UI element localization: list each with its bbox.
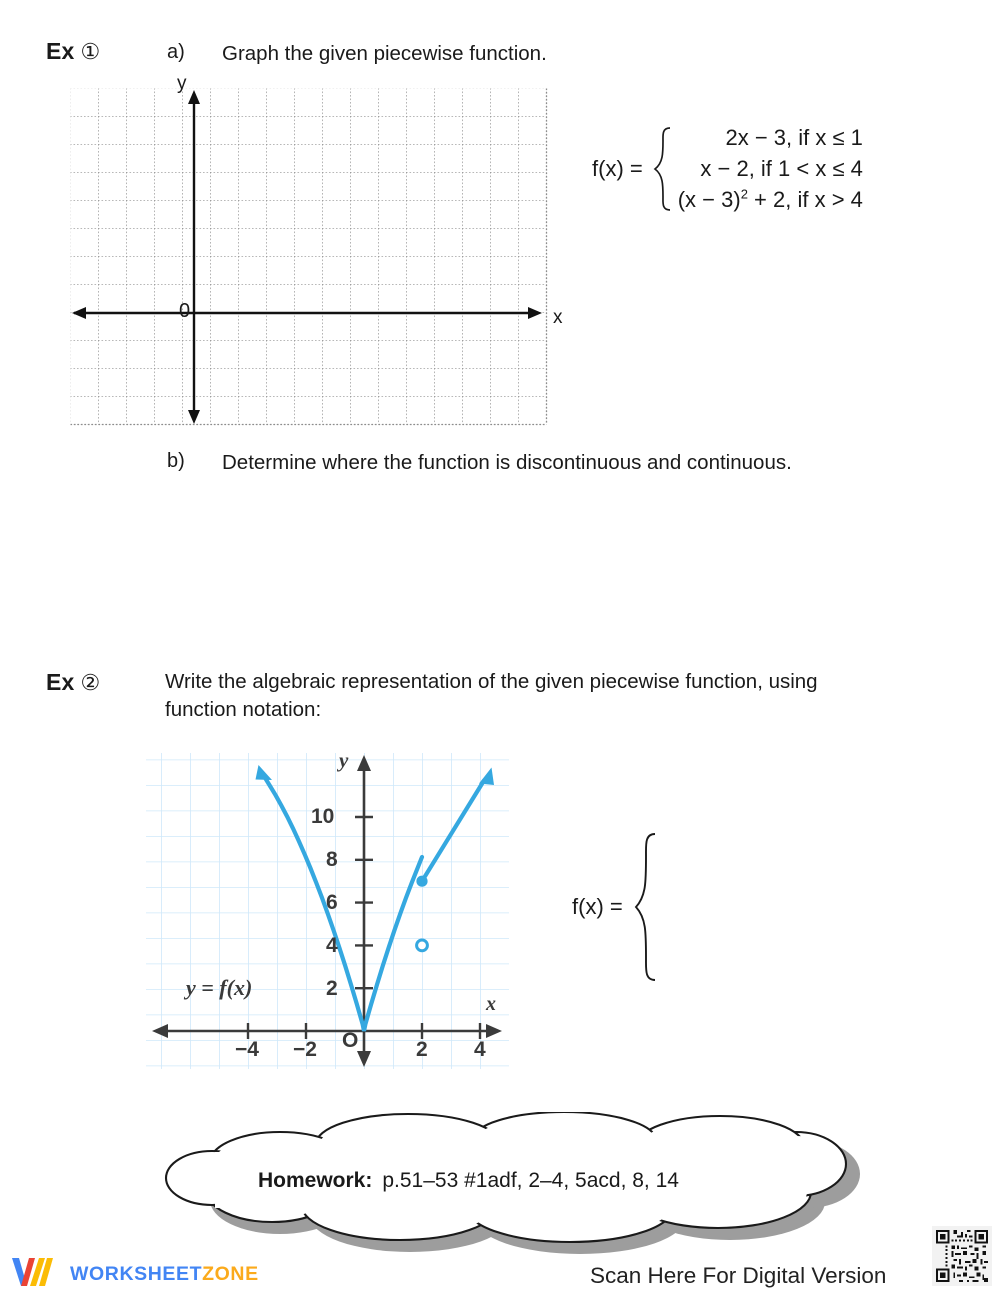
homework-label: Homework: xyxy=(258,1169,373,1192)
exercise2-brace xyxy=(633,832,659,982)
exercise1-case-2: x − 2, if 1 < x ≤ 4 xyxy=(700,156,863,182)
graph2-ytick-6: 6 xyxy=(326,891,338,914)
blank-grid-svg xyxy=(70,88,548,428)
graph2-y-axis-label: y xyxy=(339,748,349,772)
logo-word-zone: ZONE xyxy=(202,1263,259,1285)
graph2-closed-circle-point xyxy=(416,876,427,887)
exercise2-prompt-line2: function notation: xyxy=(165,697,322,721)
graph2-ytick-10: 10 xyxy=(311,805,335,828)
exercise1-case-3-pre: (x − 3) xyxy=(677,187,741,213)
exercise1-part-a-text: Graph the given piecewise function. xyxy=(222,42,547,65)
graph2-ytick-2: 2 xyxy=(326,977,338,1000)
exercise1-part-b-letter: b) xyxy=(167,450,185,472)
exercise1-number: ① xyxy=(80,39,101,64)
graph2-curve-label: y = f(x) xyxy=(186,975,253,1000)
grid-y-axis-label: y xyxy=(177,73,187,94)
exercise2-ex-word: Ex xyxy=(46,669,75,695)
exercise1-case-3-post: + 2, if x > 4 xyxy=(747,187,863,213)
exercise1-cases xyxy=(678,122,863,216)
exercise1-case-1: 2x − 3, if x ≤ 1 xyxy=(725,125,863,150)
exercise1-case-3 xyxy=(678,184,863,215)
exercise2-prompt-line1: Write the algebraic representation of the given piecewise function, using xyxy=(165,670,818,693)
scan-instruction-text: Scan Here For Digital Version xyxy=(590,1263,887,1288)
exercise1-piecewise-definition xyxy=(592,122,863,216)
exercise1-case-3-exponent: 2 xyxy=(740,187,748,203)
homework-value: p.51–53 #1adf, 2–4, 5acd, 8, 14 xyxy=(382,1169,679,1192)
exercise2-fx-label: f(x) = xyxy=(572,894,623,919)
graph2-ytick-4: 4 xyxy=(326,934,338,957)
grid-lines xyxy=(71,89,547,425)
worksheetzone-logo-text xyxy=(70,1263,259,1286)
qr-code[interactable] xyxy=(932,1226,992,1286)
exercise1-part-b-text: Determine where the function is discontinuous and continuous. xyxy=(222,451,792,474)
exercise1-part-a-letter: a) xyxy=(167,41,185,63)
exercise1-label xyxy=(46,38,100,65)
qr-code-svg xyxy=(934,1228,990,1284)
exercise2-label xyxy=(46,669,100,696)
grid-origin-label: 0 xyxy=(179,300,191,322)
exercise1-blank-grid[interactable] xyxy=(70,73,563,428)
graph2-x-axis-label: x xyxy=(486,993,496,1015)
graph2-ytick-8: 8 xyxy=(326,848,338,871)
worksheetzone-logo[interactable] xyxy=(8,1255,259,1294)
worksheetzone-logo-mark xyxy=(8,1255,60,1294)
graph2-xtick-minus2: −2 xyxy=(293,1038,317,1061)
exercise1-ex-word: Ex xyxy=(46,38,75,64)
graph2-xtick-4: 4 xyxy=(474,1038,486,1061)
graph2-open-circle-point xyxy=(417,940,428,951)
exercise2-prompt xyxy=(165,668,925,723)
exercise1-brace xyxy=(652,127,674,211)
logo-word-worksheet: WORKSHEET xyxy=(70,1263,203,1285)
graph2-origin-label: O xyxy=(342,1029,359,1052)
grid-x-axis-label: x xyxy=(553,307,563,328)
exercise2-answer-brace-area[interactable] xyxy=(572,832,659,982)
homework-text xyxy=(258,1169,679,1193)
graph2-xtick-minus4: −4 xyxy=(235,1038,259,1061)
exercise2-number: ② xyxy=(80,670,101,695)
exercise1-fx-label: f(x) = xyxy=(592,155,643,181)
exercise2-function-graph[interactable] xyxy=(146,748,509,1069)
graph2-xtick-2: 2 xyxy=(416,1038,428,1061)
